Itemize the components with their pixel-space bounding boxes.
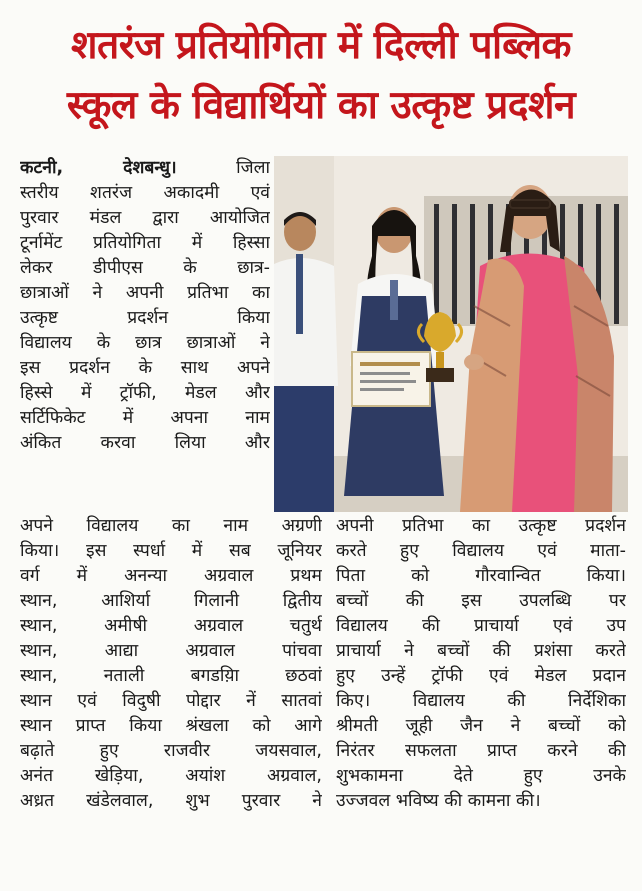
article-line: पिता को गौरवान्वित किया। <box>336 566 626 586</box>
article-line: शुभकामना देते हुए उनके <box>336 766 626 786</box>
article-line: वर्ग में अनन्या अग्रवाल प्रथम <box>20 566 322 586</box>
article-column-right-bottom <box>336 514 626 814</box>
article-line: अनंत खेड़िया, अयांश अग्रवाल, <box>20 766 322 786</box>
dateline: कटनी, देशबन्धु। <box>20 158 177 178</box>
article-line: विद्यालय की प्राचार्या एवं उप <box>336 616 626 636</box>
article-line: निरंतर सफलता प्राप्त करने की <box>336 741 626 761</box>
article-line: बच्चों की इस उपलब्धि पर <box>336 591 626 611</box>
article-first-line <box>20 156 270 181</box>
headline-line-2: स्कूल के विद्यार्थियों का उत्कृष्ट प्रदर्शन <box>66 83 576 128</box>
article-line: स्थान, आद्या अग्रवाल पांचवा <box>20 641 322 661</box>
article-line: स्थान एवं विदुषी पोद्दार नें सातवां <box>20 691 322 711</box>
article-line: प्राचार्या ने बच्चों की प्रशंसा करते <box>336 641 626 661</box>
article-line: स्तरीय शतरंज अकादमी एवं <box>20 183 270 203</box>
article-line: सर्टिफिकेट में अपना नाम <box>20 408 270 428</box>
article-line: बढ़ाते हुए राजवीर जयसवाल, <box>20 741 322 761</box>
article-line: उत्कृष्ट प्रदर्शन किया <box>20 308 270 328</box>
article-line: अपने विद्यालय का नाम अग्रणी <box>20 516 322 536</box>
article-line: अध्रत खंडेलवाल, शुभ पुरवार ने <box>20 791 322 811</box>
article-line: स्थान, नताली बगडय़िा छठवां <box>20 666 322 686</box>
news-photo <box>274 156 628 512</box>
article-line: स्थान, आशिर्या गिलानी द्वितीय <box>20 591 322 611</box>
article-line: टूर्नामेंट प्रतियोगिता में हिस्सा <box>20 233 270 253</box>
first-line-text: जिला <box>176 158 270 178</box>
photo-illustration <box>274 156 628 512</box>
article-line: श्रीमती जूही जैन ने बच्चों को <box>336 716 626 736</box>
article-line: स्थान प्राप्त किया श्रंखला को आगे <box>20 716 322 736</box>
article-line: स्थान, अमीषी अग्रवाल चतुर्थ <box>20 616 322 636</box>
headline-line-1: शतरंज प्रतियोगिता में दिल्ली पब्लिक <box>70 23 572 68</box>
article-line: पुरवार मंडल द्वारा आयोजित <box>20 208 270 228</box>
article-line: किया। इस स्पर्धा में सब जूनियर <box>20 541 322 561</box>
article-line: करते हुए विद्यालय एवं माता- <box>336 541 626 561</box>
article-line: छात्राओं ने अपनी प्रतिभा का <box>20 283 270 303</box>
article-column-left-bottom <box>20 514 322 814</box>
article-line: उज्जवल भविष्य की कामना की। <box>336 791 541 811</box>
article-line: हिस्से में ट्रॉफी, मेडल और <box>20 383 270 403</box>
article-line: लेकर डीपीएस के छात्र- <box>20 258 270 278</box>
article-column-left-top <box>20 156 270 456</box>
article-line: अंकित करवा लिया और <box>20 433 270 453</box>
article-line: अपनी प्रतिभा का उत्कृष्ट प्रदर्शन <box>336 516 626 536</box>
article-line: विद्यालय के छात्र छात्राओं ने <box>20 333 270 353</box>
article-line: किए। विद्यालय की निर्देशिका <box>336 691 626 711</box>
article-line: इस प्रदर्शन के साथ अपने <box>20 358 270 378</box>
article-line: हुए उन्हें ट्रॉफी एवं मेडल प्रदान <box>336 666 626 686</box>
